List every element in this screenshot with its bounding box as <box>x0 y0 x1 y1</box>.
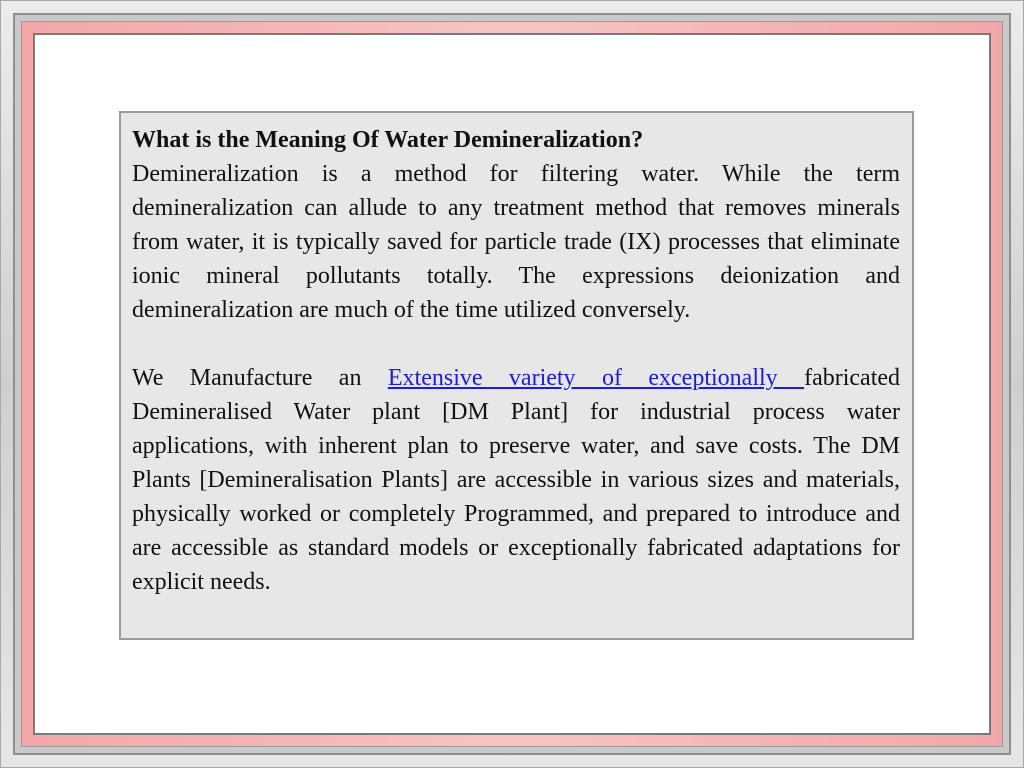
paragraph-spacer <box>132 327 900 361</box>
extensive-variety-link[interactable]: Extensive variety of exceptionally <box>387 365 805 391</box>
paragraph-manufacture-body: fabricated Demineralised Water plant [DM Plant] for industrial process water applications, with inherent plan to preserve water, and save costs. The DM Plants [Demineralisation Plants] are accessible in various sizes and materials, physically worked or completely Programmed, and prepared to introduce and are accessible as standard models or exceptionally fabricated adaptations for explicit needs. <box>132 365 901 595</box>
section-heading: What is the Meaning Of Water Demineralization? <box>132 127 644 153</box>
paragraph-manufacture-intro: We Manufacture an <box>132 365 388 391</box>
content-textbox <box>119 111 914 640</box>
paragraph-definition: Demineralization is a method for filtering water. While the term demineralization can allude to any treatment method that removes minerals from water, it is typically saved for particle trade (IX) processes that eliminate ionic mineral pollutants totally. The expressions deionization and demineralization are much of the time utilized conversely. <box>132 161 900 323</box>
paragraph-manufacture <box>132 361 900 599</box>
